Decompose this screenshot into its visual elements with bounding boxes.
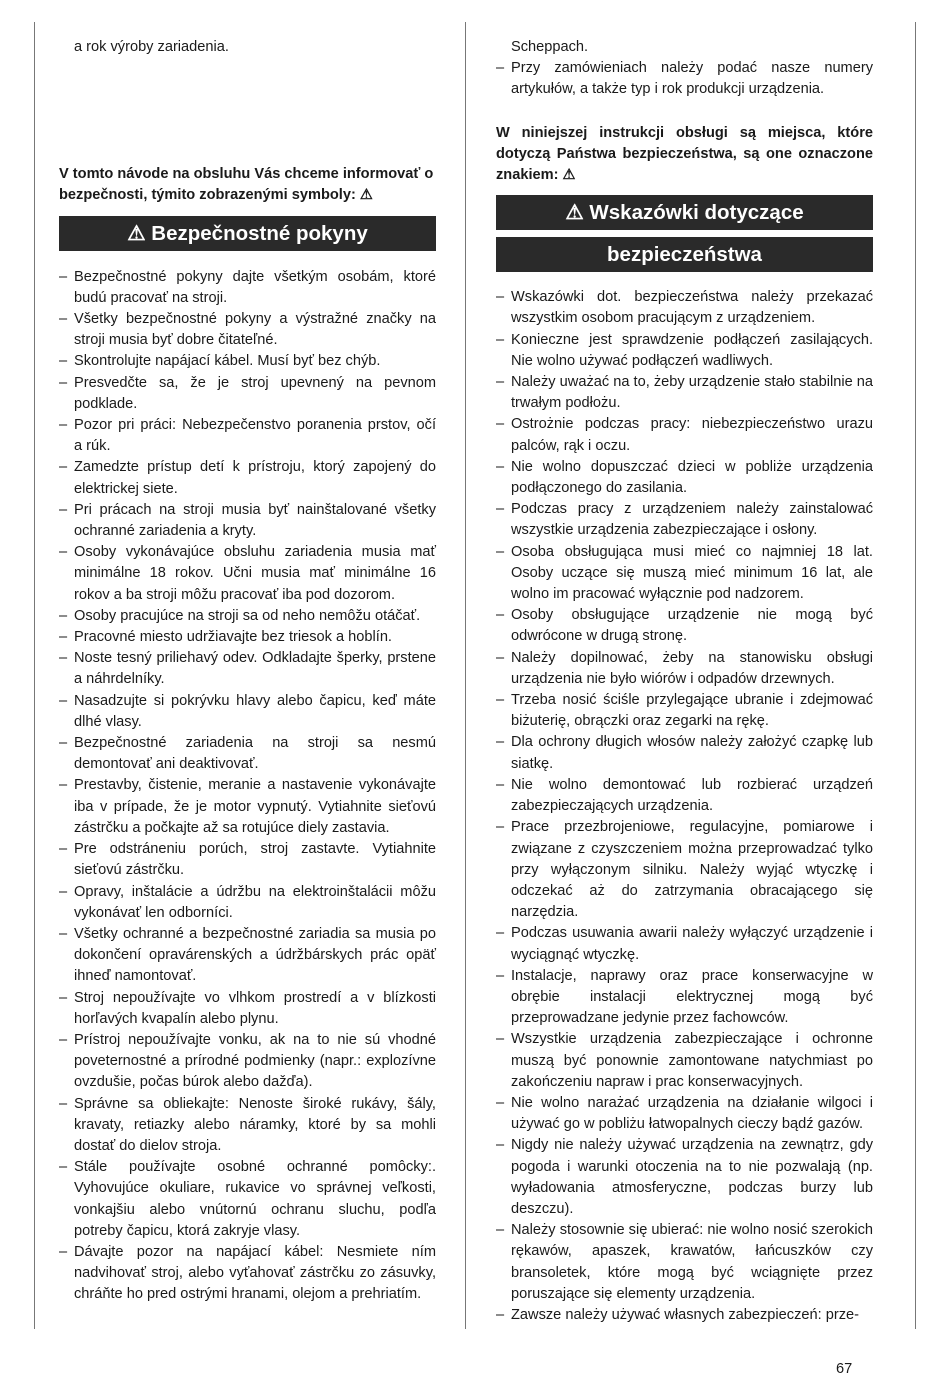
list-item: – Zamedzte prístup detí k prístroju, ktorý zapojený do elektrickej siete. xyxy=(59,457,436,499)
list-item: – Nasadzujte si pokrývku hlavy alebo čapicu, keď máte dlhé vlasy. xyxy=(59,691,436,733)
list-item: – Všetky bezpečnostné pokyny a výstražné značky na stroji musia byť dobre čitateľné. xyxy=(59,309,436,351)
right-column xyxy=(496,37,873,1326)
right-section-heading-line2: bezpieczeństwa xyxy=(496,237,873,272)
list-item: – Pozor pri práci: Nebezpečenstvo poranenia prstov, očí a rúk. xyxy=(59,415,436,457)
list-item: – Bezpečnostné zariadenia na stroji sa nesmú demontovať ani deaktivovať. xyxy=(59,733,436,775)
list-item: – Stroj nepoužívajte vo vlhkom prostredí a v blízkosti horľavých kvapalín alebo plynu. xyxy=(59,988,436,1030)
left-section-heading: ⚠ Bezpečnostné pokyny xyxy=(59,216,436,251)
left-margin-rule xyxy=(34,22,35,1329)
list-item: – Nie wolno demontować lub rozbierać urządzeń zabezpieczających urządzenia. xyxy=(496,775,873,817)
list-item: – Nigdy nie należy używać urządzenia na zewnątrz, gdy pogoda i warunki otoczenia na to nie pozwalają (np. wyładowania atmosferyczne, podczas burzy lub deszczu). xyxy=(496,1135,873,1220)
list-item: – Ostrożnie podczas pracy: niebezpieczeństwo urazu palców, rąk i oczu. xyxy=(496,414,873,456)
list-item: – Bezpečnostné pokyny dajte všetkým osobám, ktoré budú pracovať na stroji. xyxy=(59,267,436,309)
page-number: 67 xyxy=(836,1361,853,1377)
list-item: – Nie wolno narażać urządzenia na działanie wilgoci i używać go w pobliżu łatwopalnych cieczy bądź gazów. xyxy=(496,1093,873,1135)
left-safety-list xyxy=(59,267,436,1306)
list-item: – Nie wolno dopuszczać dzieci w pobliże urządzenia podłączonego do zasilania. xyxy=(496,457,873,499)
list-item: – Trzeba nosić ściśle przylegające ubranie i zdejmować biżuterię, obrączki oraz zegarki na rękę. xyxy=(496,690,873,732)
list-item: – Pre odstráneniu porúch, stroj zastavte. Vytiahnite sieťovú zástrčku. xyxy=(59,839,436,881)
left-intro-text: V tomto návode na obsluhu Vás chceme informovať o bezpečnosti, týmito zobrazenými symboly: ⚠ xyxy=(59,166,434,204)
list-item: – Dla ochrony długich włosów należy założyć czapkę lub siatkę. xyxy=(496,732,873,774)
list-item: – Należy dopilnować, żeby na stanowisku obsługi urządzenia nie było wiórów i odpadów drzewnych. xyxy=(496,648,873,690)
list-item: – Wszystkie urządzenia zabezpieczające i ochronne muszą być ponownie zamontowane natychmiast po zakończeniu napraw i prac konserwacyjnych. xyxy=(496,1029,873,1093)
list-item: – Osoby vykonávajúce obsluhu zariadenia musia mať minimálne 18 rokov. Učni musia mať minimálne 16 rokov a ba stroji môžu pracovať iba pod dozorom. xyxy=(59,542,436,606)
list-item: – Prístroj nepoužívajte vonku, ak na to nie sú vhodné poveternostné a prírodné podmienky (napr.: explozívne ovzdušie, počas búrok alebo dažďa). xyxy=(59,1030,436,1094)
list-item: – Przy zamówieniach należy podać nasze numery artykułów, a także typ i rok produkcji urządzenia. xyxy=(496,58,873,100)
list-item: – Osoby pracujúce na stroji sa od neho nemôžu otáčať. xyxy=(59,606,436,627)
list-item: – Dávajte pozor na napájací kábel: Nesmiete ním nadvihovať stroj, alebo vyťahovať zástrčku zo zásuvky, chráňte ho pred ostrými hranami, olejom a prehriatím. xyxy=(59,1242,436,1306)
left-carryover-text: a rok výroby zariadenia. xyxy=(74,39,229,55)
list-item: – Všetky ochranné a bezpečnostné zariadia sa musia po dokončení opravárenských a údržbárskych prác opäť ihneď namontovať. xyxy=(59,924,436,988)
list-item: – Należy stosownie się ubierać: nie wolno nosić szerokich rękawów, apaszek, krawatów, łańcuszków czy bransoletek, które mogą być wciągnięte przez poruszające się elementy urządzenia. xyxy=(496,1220,873,1305)
list-item: – Presvedčte sa, že je stroj upevnený na pevnom podklade. xyxy=(59,373,436,415)
list-item: – Konieczne jest sprawdzenie podłączeń zasilających. Nie wolno używać podłączeń wadliwych. xyxy=(496,330,873,372)
list-item: – Należy uważać na to, żeby urządzenie stało stabilnie na trwałym podłożu. xyxy=(496,372,873,414)
list-item: – Opravy, inštalácie a údržbu na elektroinštalácii môžu vykonávať len odborníci. xyxy=(59,882,436,924)
list-item: – Zawsze należy używać własnych zabezpieczeń: prze- xyxy=(496,1305,873,1326)
list-item: – Pracovné miesto udržiavajte bez triesok a hoblín. xyxy=(59,627,436,648)
left-column xyxy=(59,37,436,1306)
list-item: – Stále používajte osobné ochranné pomôcky:. Vyhovujúce okuliare, rukavice vo správnej veľkosti, vonkajšiu alebo vnútornú ochranu sluchu, podľa potreby čapicu, ktorá zakryje vlasy. xyxy=(59,1157,436,1242)
right-safety-list xyxy=(496,287,873,1326)
center-column-rule xyxy=(465,22,466,1329)
list-item: – Prace przezbrojeniowe, regulacyjne, pomiarowe i związane z czyszczeniem można przeprowadzać tylko przy wyłączonym silniku. Należy wyjąć wtyczkę i odczekać aż do zatrzymania obracającego się narzędzia. xyxy=(496,817,873,923)
list-item: – Podczas usuwania awarii należy wyłączyć urządzenie i wyciągnąć wtyczkę. xyxy=(496,923,873,965)
list-item: – Noste tesný priliehavý odev. Odkladajte šperky, prstene a náhrdelníky. xyxy=(59,648,436,690)
list-item: – Prestavby, čistenie, meranie a nastavenie vykonávajte iba v prípade, že je motor vypnutý. Vytiahnite sieťovú zástrčku a počkajte až sa rotujúce diely zastavia. xyxy=(59,775,436,839)
right-section-heading-line1: ⚠ Wskazówki dotyczące xyxy=(496,195,873,230)
list-item: – Instalacje, naprawy oraz prace konserwacyjne w obrębie instalacji elektrycznej mogą być przeprowadzane jedynie przez fachowców. xyxy=(496,966,873,1030)
right-margin-rule xyxy=(915,22,916,1329)
list-item: – Podczas pracy z urządzeniem należy zainstalować wszystkie urządzenia zabezpieczające i osłony. xyxy=(496,499,873,541)
right-intro-text: W niniejszej instrukcji obsługi są miejsca, które dotyczą Państwa bezpieczeństwa, są one oznaczone znakiem: ⚠ xyxy=(496,124,873,184)
right-carryover-text: Scheppach. xyxy=(511,39,589,55)
list-item: – Skontrolujte napájací kábel. Musí byť bez chýb. xyxy=(59,351,436,372)
list-item: – Osoba obsługująca musi mieć co najmniej 18 lat. Osoby uczące się muszą mieć minimum 16 lat, ale wolno im pracować wyłącznie pod nadzorem. xyxy=(496,542,873,606)
list-item: – Osoby obsługujące urządzenie nie mogą być odwrócone w drugą stronę. xyxy=(496,605,873,647)
list-item: – Pri prácach na stroji musia byť nainštalované všetky ochranné zariadenia a kryty. xyxy=(59,500,436,542)
list-item: – Správne sa obliekajte: Nenoste široké rukávy, šály, kravaty, retiazky alebo náramky, ktoré by sa mohli dostať do dielov stroja. xyxy=(59,1094,436,1158)
list-item: – Wskazówki dot. bezpieczeństwa należy przekazać wszystkim osobom pracującym z urządzeniem. xyxy=(496,287,873,329)
right-carryover-list xyxy=(496,58,873,100)
